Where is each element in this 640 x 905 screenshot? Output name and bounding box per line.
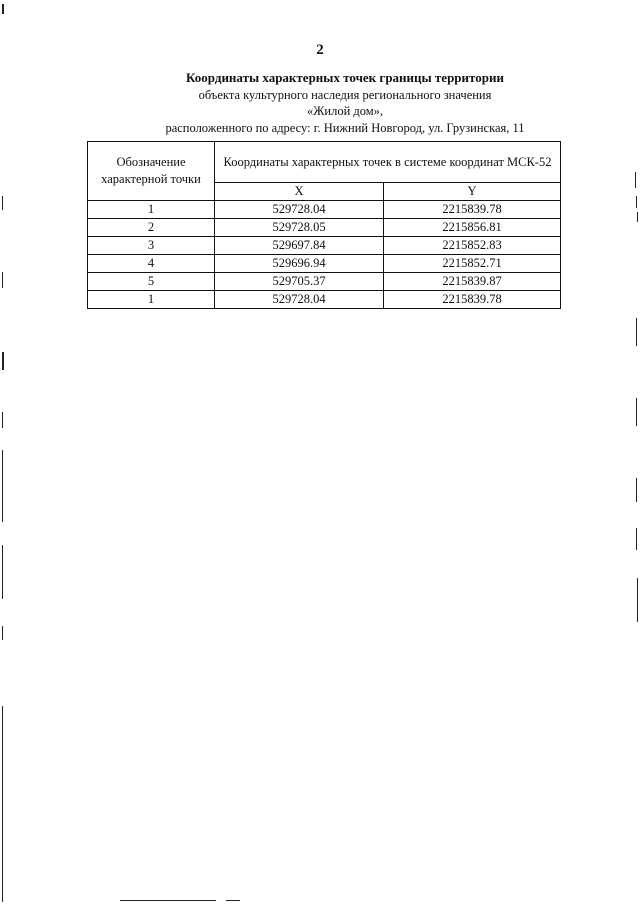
coordinates-table <box>87 141 561 309</box>
scan-artifact <box>2 545 3 599</box>
scan-artifact <box>635 172 636 188</box>
y-cell: 2215852.71 <box>384 255 561 273</box>
scan-artifact <box>637 578 638 622</box>
point-cell: 3 <box>88 237 215 255</box>
scan-artifact <box>2 196 3 210</box>
point-cell: 1 <box>88 291 215 309</box>
scan-artifact <box>2 450 3 522</box>
x-cell: 529728.04 <box>215 201 384 219</box>
scan-artifact <box>636 478 637 502</box>
y-cell: 2215839.87 <box>384 273 561 291</box>
scan-artifact <box>2 272 3 288</box>
x-cell: 529705.37 <box>215 273 384 291</box>
table-row <box>88 255 561 273</box>
scan-artifact <box>2 412 3 428</box>
y-cell: 2215839.78 <box>384 291 561 309</box>
table-header-row <box>88 142 561 183</box>
x-cell: 529696.94 <box>215 255 384 273</box>
scan-artifact <box>120 900 216 901</box>
point-cell: 5 <box>88 273 215 291</box>
y-cell: 2215852.83 <box>384 237 561 255</box>
column-header-designation: Обозначение характерной точки <box>88 142 215 201</box>
heading-title: Координаты характерных точек границы территории <box>186 70 504 85</box>
scan-artifact <box>636 398 637 426</box>
scan-artifact <box>2 626 3 640</box>
scan-artifact <box>637 212 638 222</box>
scan-artifact <box>636 318 637 346</box>
column-header-y: Y <box>384 183 561 201</box>
heading-object-type: объекта культурного наследия регионального значения <box>198 88 492 102</box>
point-cell: 2 <box>88 219 215 237</box>
x-cell: 529697.84 <box>215 237 384 255</box>
heading-address: расположенного по адресу: г. Нижний Новгород, ул. Грузинская, 11 <box>165 121 525 135</box>
y-cell: 2215839.78 <box>384 201 561 219</box>
document-heading <box>0 70 640 136</box>
scan-artifact <box>2 706 3 902</box>
scan-artifact <box>636 528 637 550</box>
page-number: 2 <box>316 42 324 58</box>
point-cell: 4 <box>88 255 215 273</box>
table-row <box>88 291 561 309</box>
table-row <box>88 201 561 219</box>
x-cell: 529728.04 <box>215 291 384 309</box>
column-header-x: X <box>215 183 384 201</box>
table-row <box>88 273 561 291</box>
heading-object-name: «Жилой дом», <box>306 104 384 118</box>
column-header-coordinates: Координаты характерных точек в системе координат МСК-52 <box>215 142 561 183</box>
x-cell: 529728.05 <box>215 219 384 237</box>
y-cell: 2215856.81 <box>384 219 561 237</box>
scan-artifact <box>2 352 4 370</box>
table-row <box>88 237 561 255</box>
scan-artifact <box>226 900 240 901</box>
scan-artifact <box>636 196 637 208</box>
table-row <box>88 219 561 237</box>
point-cell: 1 <box>88 201 215 219</box>
scan-artifact <box>2 4 4 14</box>
